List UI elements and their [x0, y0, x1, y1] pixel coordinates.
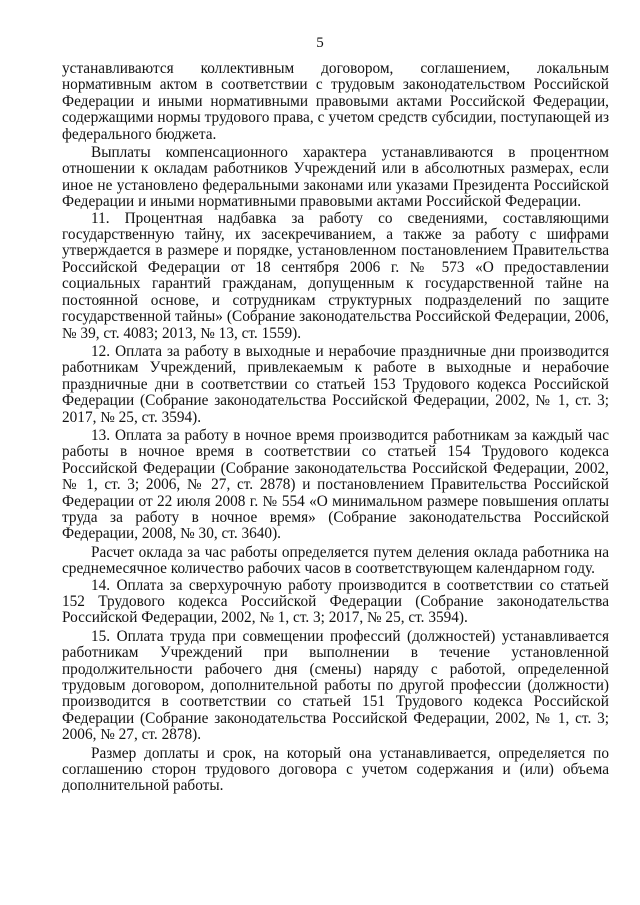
paragraph-item-11: 11. Процентная надбавка за работу со сведениями, составляющими государственную тайну, их засекречиванием, а также за работу с шифрами утверждается в размере и порядке, установленном постановлением Правительства Российской Федерации от 18 сентября 2006 г. № 573 «О предоставлении социальных гарантий гражданам, допущенным к государственной тайне на постоянной основе, и сотрудникам структурных подразделений по защите государственной тайны» (Собрание законодательства Российской Федерации, 2006, № 39, ст. 4083; 2013, № 13, ст. 1559).	[62, 209, 609, 342]
paragraph-compensation-payments: Выплаты компенсационного характера устанавливаются в процентном отношении к окладам работников Учреждений или в абсолютных размерах, если иное не установлено федеральными законами или указами Президента Российской Федерации и иными нормативными правовыми актами Российской Федерации.	[62, 144, 609, 211]
paragraph-item-12: 12. Оплата за работу в выходные и нерабочие праздничные дни производится работникам Учреждений, привлекаемым к работе в выходные и нерабочие праздничные дни в соответствии со статьей 153 Трудового кодекса Российской Федерации (Собрание законодательства Российской Федерации, 2002, № 1, ст. 3; 2017, № 25, ст. 3594).	[62, 342, 609, 426]
document-body	[62, 61, 609, 795]
paragraph-hourly-rate: Расчет оклада за час работы определяется путем деления оклада работника на среднемесячное количество рабочих часов в соответствующем календарном году.	[62, 543, 609, 578]
paragraph-continuation: устанавливаются коллективным договором, соглашением, локальным нормативным актом в соответствии с трудовым законодательством Российской Федерации и иными нормативными правовыми актами Российской Федерации, содержащими нормы трудового права, с учетом средств субсидии, поступающей из федерального бюджета.	[62, 60, 609, 143]
paragraph-item-14: 14. Оплата за сверхурочную работу производится в соответствии со статьей 152 Трудового кодекса Российской Федерации (Собрание законодательства Российской Федерации, 2002, № 1, ст. 3; 2017, № 25, ст. 3594).	[62, 576, 609, 627]
paragraph-additional-pay: Размер доплаты и срок, на который она устанавливается, определяется по соглашению сторон трудового договора с учетом содержания и (или) объема дополнительной работы.	[62, 744, 609, 795]
page-number: 5	[316, 35, 324, 51]
paragraph-item-13: 13. Оплата за работу в ночное время производится работникам за каждый час работы в ночное время в соответствии со статьей 154 Трудового кодекса Российской Федерации (Собрание законодательства Российской Федерации, 2002, № 1, ст. 3; 2006, № 27, ст. 2878) и постановлением Правительства Российской Федерации от 22 июля 2008 г. № 554 «О минимальном размере повышения оплаты труда за работу в ночное время» (Собрание законодательства Российской Федерации, 2008, № 30, ст. 3640).	[62, 426, 609, 543]
paragraph-item-15: 15. Оплата труда при совмещении профессий (должностей) устанавливается работникам Учреждений при выполнении в течение установленной продолжительности рабочего дня (смены) наряду с работой, определенной трудовым договором, дополнительной работы по другой профессии (должности) производится в соответствии со статьей 151 Трудового кодекса Российской Федерации (Собрание законодательства Российской Федерации, 2002, № 1, ст. 3; 2006, № 27, ст. 2878).	[62, 627, 609, 744]
